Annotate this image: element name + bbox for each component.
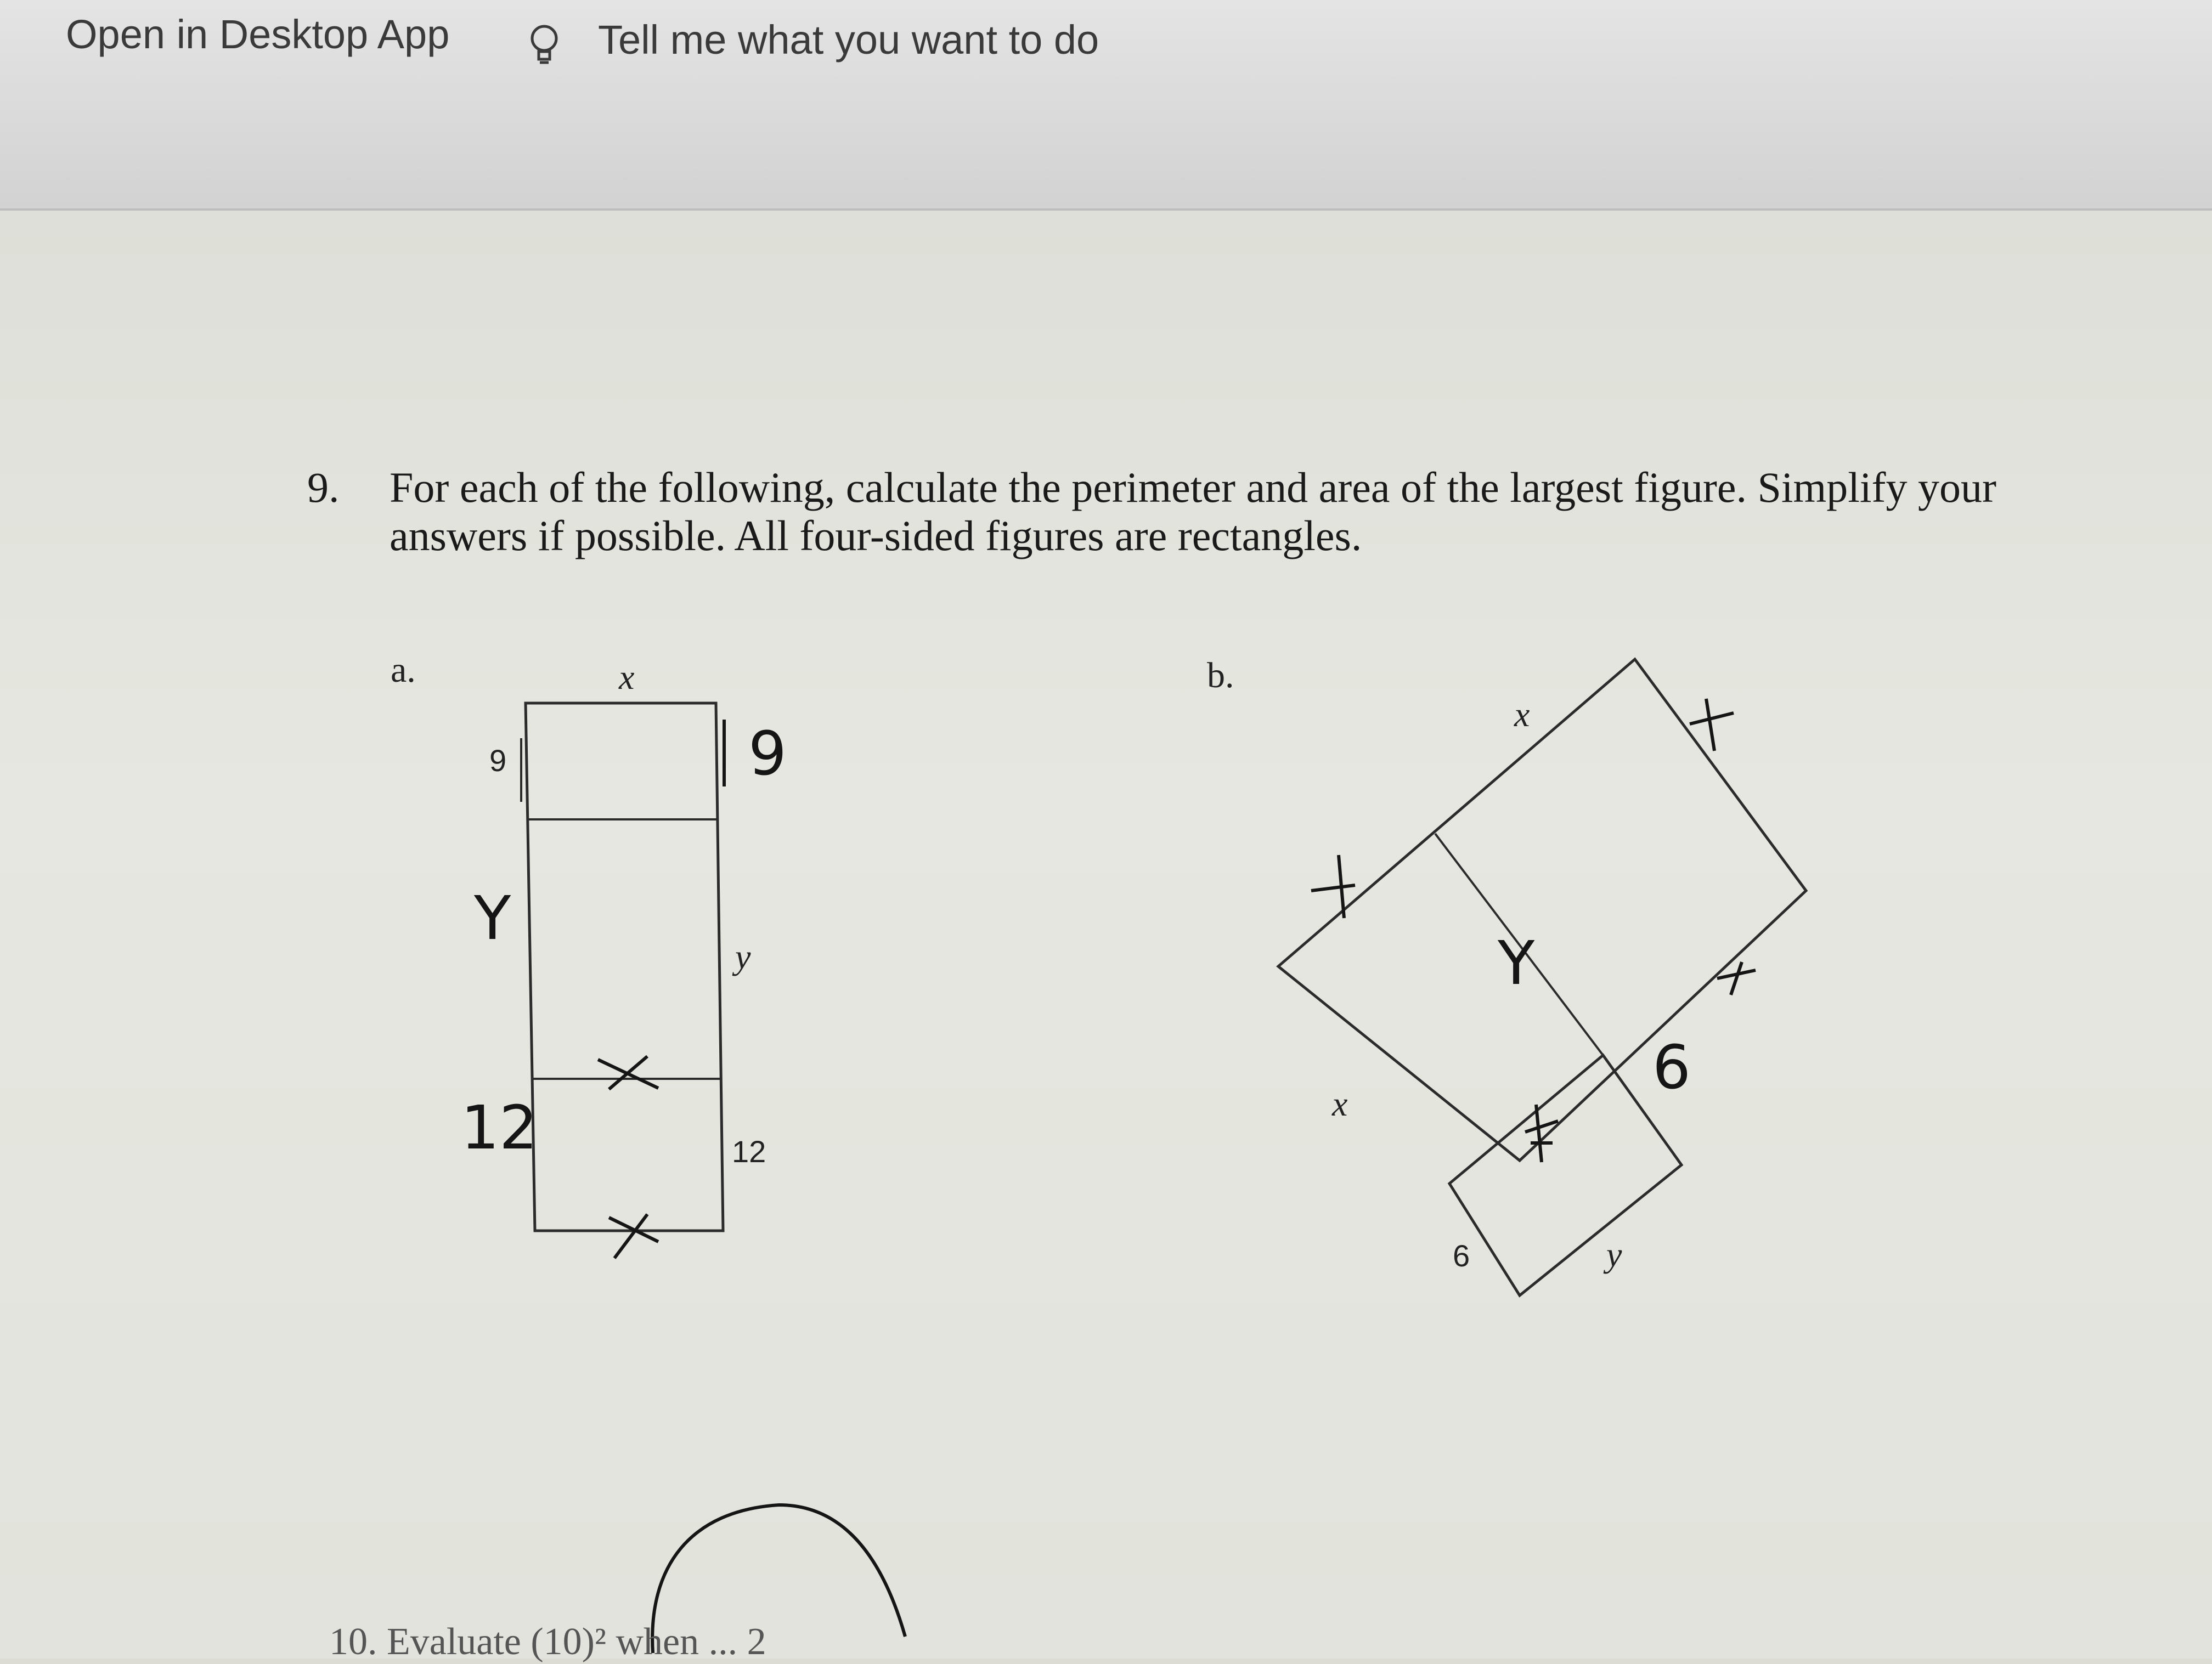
figure-b-small-rectangle xyxy=(1449,1055,1681,1295)
handwritten-tick xyxy=(1525,1105,1558,1162)
question-text-line-2: answers if possible. All four-sided figures are rectangles. xyxy=(390,512,1362,559)
part-b-label: b. xyxy=(1207,655,1234,695)
figure-a-label-y: y xyxy=(735,937,751,976)
question-number: 9. xyxy=(307,463,340,511)
question-text-line-1: For each of the following, calculate the perimeter and area of the largest figure. Simplify your xyxy=(390,463,1996,511)
figure-b-outline xyxy=(1278,659,1806,1161)
handwritten-12: 12 xyxy=(461,1093,538,1163)
figure-a xyxy=(461,658,787,1258)
figure-b-label-6: 6 xyxy=(1453,1238,1470,1273)
next-question-partial: 10. Evaluate (10)² when ... 2 xyxy=(329,1621,766,1663)
handwritten-x-mark xyxy=(609,1214,658,1258)
figure-a-outline xyxy=(526,703,723,1231)
figure-b-label-y: y xyxy=(1606,1235,1622,1274)
handwritten-y: Y xyxy=(1498,928,1535,998)
ribbon-toolbar xyxy=(0,0,2212,211)
part-a-label: a. xyxy=(391,650,416,690)
figure-a-label-x: x xyxy=(619,658,635,697)
open-in-desktop-app-button[interactable]: Open in Desktop App xyxy=(66,12,450,57)
handwritten-tick xyxy=(1311,855,1355,918)
figure-b-label-x-left: x xyxy=(1332,1084,1348,1123)
figure-b xyxy=(1278,659,1806,1295)
document-page xyxy=(0,211,2212,1663)
figure-a-label-9: 9 xyxy=(489,743,507,778)
ribbon-top-row xyxy=(0,0,2212,82)
handwritten-y: Y xyxy=(474,883,511,953)
lightbulb-icon xyxy=(527,23,562,67)
tell-me-search-input[interactable]: Tell me what you want to do xyxy=(598,17,1099,63)
handwritten-tick xyxy=(1717,962,1756,995)
figures-canvas xyxy=(0,211,2212,1659)
handwritten-6: 6 xyxy=(1652,1032,1691,1102)
figure-a-label-12: 12 xyxy=(732,1134,766,1169)
figure-b-label-x-top: x xyxy=(1514,695,1530,734)
handwritten-9: 9 xyxy=(748,718,787,789)
ribbon-command-row xyxy=(0,101,2212,184)
handwritten-x-mark xyxy=(598,1056,658,1089)
